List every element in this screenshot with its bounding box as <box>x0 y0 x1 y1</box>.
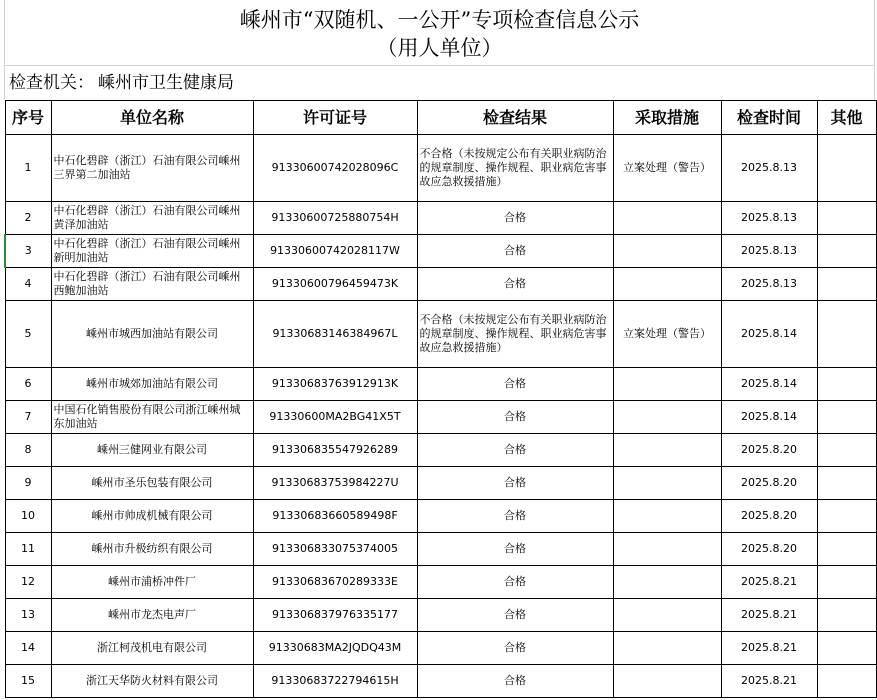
cell-result[interactable]: 不合格（未按规定公布有关职业病防治的规章制度、操作规程、职业病危害事故应急救援措施） <box>417 135 613 202</box>
cell-date[interactable]: 2025.8.13 <box>721 268 817 301</box>
cell-measure[interactable] <box>613 401 721 434</box>
cell-no[interactable]: 5 <box>5 301 51 368</box>
table-row <box>5 500 876 533</box>
cell-date[interactable]: 2025.8.13 <box>721 235 817 268</box>
table-row <box>5 268 876 301</box>
cell-no[interactable]: 2 <box>5 202 51 235</box>
cell-other[interactable] <box>817 368 876 401</box>
cell-date[interactable]: 2025.8.21 <box>721 632 817 665</box>
table-row <box>5 599 876 632</box>
cell-name[interactable]: 浙江天华防火材料有限公司 <box>51 665 253 698</box>
cell-license[interactable]: 91330683307537400​5 <box>253 533 417 566</box>
table-row <box>5 533 876 566</box>
cell-no[interactable]: 10 <box>5 500 51 533</box>
table-row <box>5 434 876 467</box>
cell-date[interactable]: 2025.8.21 <box>721 566 817 599</box>
cell-measure[interactable] <box>613 235 721 268</box>
cell-date[interactable]: 2025.8.21 <box>721 599 817 632</box>
cell-name[interactable]: 嵊州市城郊加油站有限公司 <box>51 368 253 401</box>
cell-measure[interactable] <box>613 434 721 467</box>
cell-other[interactable] <box>817 467 876 500</box>
cell-license[interactable]: 91330683MA2JQDQ43M <box>253 632 417 665</box>
cell-name[interactable]: 中石化碧辟（浙江）石油有限公司嵊州新明加油站 <box>51 235 253 268</box>
table-row <box>5 467 876 500</box>
cell-license[interactable]: 91330683763912913K <box>253 368 417 401</box>
cell-other[interactable] <box>817 632 876 665</box>
cell-measure[interactable]: 立案处理（警告） <box>613 301 721 368</box>
cell-license[interactable]: 91330683146384967L <box>253 301 417 368</box>
cell-license[interactable]: 91330600742028117W <box>253 235 417 268</box>
cell-other[interactable] <box>817 533 876 566</box>
header-license: 许可证号 <box>253 101 417 135</box>
cell-other[interactable] <box>817 434 876 467</box>
cell-measure[interactable] <box>613 467 721 500</box>
cell-no[interactable]: 13 <box>5 599 51 632</box>
table-row <box>5 135 876 202</box>
cell-name[interactable]: 中石化碧辟（浙江）石油有限公司嵊州三界第二加油站 <box>51 135 253 202</box>
header-date: 检查时间 <box>721 101 817 135</box>
cell-other[interactable] <box>817 401 876 434</box>
cell-measure[interactable]: 立案处理（警告） <box>613 135 721 202</box>
cell-license[interactable]: 91330683554792628​9 <box>253 434 417 467</box>
header-result: 检查结果 <box>417 101 613 135</box>
cell-result[interactable]: 合格 <box>417 401 613 434</box>
cell-license[interactable]: 91330600742028096C <box>253 135 417 202</box>
cell-name[interactable]: 嵊州市龙杰电声厂 <box>51 599 253 632</box>
cell-name[interactable]: 浙江柯茂机电有限公司 <box>51 632 253 665</box>
cell-other[interactable] <box>817 599 876 632</box>
cell-date[interactable]: 2025.8.20 <box>721 533 817 566</box>
cell-measure[interactable] <box>613 599 721 632</box>
cell-license[interactable]: 91330683670289333E <box>253 566 417 599</box>
cell-license[interactable]: 91330600796459473K <box>253 268 417 301</box>
cell-date[interactable]: 2025.8.21 <box>721 665 817 698</box>
agency-value: 嵊州市卫生健康局 <box>98 73 234 93</box>
cell-measure[interactable] <box>613 632 721 665</box>
cell-result[interactable]: 合格 <box>417 500 613 533</box>
cell-name[interactable]: 嵊州市圣乐包装有限公司 <box>51 467 253 500</box>
header-name: 单位名称 <box>51 101 253 135</box>
cell-name[interactable]: 中石化碧辟（浙江）石油有限公司嵊州西鲍加油站 <box>51 268 253 301</box>
cell-result[interactable]: 合格 <box>417 665 613 698</box>
page-subtitle: （用人单位） <box>376 36 503 60</box>
cell-license[interactable]: 91330683660589498F <box>253 500 417 533</box>
cell-other[interactable] <box>817 301 876 368</box>
cell-date[interactable]: 2025.8.14 <box>721 368 817 401</box>
cell-date[interactable]: 2025.8.13 <box>721 135 817 202</box>
cell-result[interactable]: 合格 <box>417 434 613 467</box>
cell-license[interactable]: 91330683753984227U <box>253 467 417 500</box>
cell-other[interactable] <box>817 235 876 268</box>
cell-no[interactable]: 9 <box>5 467 51 500</box>
cell-license[interactable]: 91330683722794615H <box>253 665 417 698</box>
cell-name[interactable]: 中国石化销售股份有限公司浙江嵊州城东加油站 <box>51 401 253 434</box>
cell-other[interactable] <box>817 268 876 301</box>
cell-measure[interactable] <box>613 500 721 533</box>
cell-other[interactable] <box>817 202 876 235</box>
cell-name[interactable]: 嵊州市帅成机械有限公司 <box>51 500 253 533</box>
cell-no[interactable]: 3 <box>5 235 51 268</box>
cell-date[interactable]: 2025.8.14 <box>721 401 817 434</box>
cell-no[interactable]: 7 <box>5 401 51 434</box>
cell-name[interactable]: 嵊州三健网业有限公司 <box>51 434 253 467</box>
table-row <box>5 632 876 665</box>
cell-no[interactable]: 11 <box>5 533 51 566</box>
cell-name[interactable]: 嵊州市城西加油站有限公司 <box>51 301 253 368</box>
cell-date[interactable]: 2025.8.20 <box>721 500 817 533</box>
cell-measure[interactable] <box>613 566 721 599</box>
cell-result[interactable]: 合格 <box>417 268 613 301</box>
cell-measure[interactable] <box>613 533 721 566</box>
cell-measure[interactable] <box>613 268 721 301</box>
cell-other[interactable] <box>817 566 876 599</box>
header-measure: 采取措施 <box>613 101 721 135</box>
header-no: 序号 <box>5 101 51 135</box>
agency-label: 检查机关： <box>9 73 94 93</box>
header-row <box>5 101 876 135</box>
cell-license[interactable]: 91330600MA2BG41X5T <box>253 401 417 434</box>
cell-no[interactable]: 1 <box>5 135 51 202</box>
cell-no[interactable]: 6 <box>5 368 51 401</box>
cell-no[interactable]: 15 <box>5 665 51 698</box>
cell-other[interactable] <box>817 665 876 698</box>
cell-no[interactable]: 14 <box>5 632 51 665</box>
agency-row <box>4 66 875 100</box>
cell-measure[interactable] <box>613 665 721 698</box>
table-row <box>5 368 876 401</box>
cell-result[interactable]: 合格 <box>417 467 613 500</box>
table-row <box>5 566 876 599</box>
cell-no[interactable]: 12 <box>5 566 51 599</box>
cell-result[interactable]: 合格 <box>417 599 613 632</box>
cell-other[interactable] <box>817 135 876 202</box>
cell-date[interactable]: 2025.8.20 <box>721 434 817 467</box>
cell-date[interactable]: 2025.8.14 <box>721 301 817 368</box>
cell-date[interactable]: 2025.8.20 <box>721 467 817 500</box>
title-block <box>4 0 875 66</box>
table-row <box>5 202 876 235</box>
cell-name[interactable]: 中石化碧辟（浙江）石油有限公司嵊州黄泽加油站 <box>51 202 253 235</box>
table-row <box>5 235 876 268</box>
cell-result[interactable]: 合格 <box>417 368 613 401</box>
cell-result[interactable]: 合格 <box>417 235 613 268</box>
cell-license[interactable]: 91330600725880754H <box>253 202 417 235</box>
cell-no[interactable]: 4 <box>5 268 51 301</box>
cell-date[interactable]: 2025.8.13 <box>721 202 817 235</box>
cell-name[interactable]: 嵊州市升极纺织有限公司 <box>51 533 253 566</box>
table-row <box>5 401 876 434</box>
cell-measure[interactable] <box>613 202 721 235</box>
header-other: 其他 <box>817 101 876 135</box>
page-title: 嵊州市“双随机、一公开”专项检查信息公示 <box>239 8 640 32</box>
cell-measure[interactable] <box>613 368 721 401</box>
cell-result[interactable]: 合格 <box>417 566 613 599</box>
cell-no[interactable]: 8 <box>5 434 51 467</box>
inspection-table <box>4 100 877 698</box>
table-row <box>5 301 876 368</box>
cell-result[interactable]: 合格 <box>417 202 613 235</box>
cell-name[interactable]: 嵊州市浦桥冲件厂 <box>51 566 253 599</box>
cell-result[interactable]: 不合格（未按规定公布有关职业病防治的规章制度、操作规程、职业病危害事故应急救援措施） <box>417 301 613 368</box>
table-row <box>5 665 876 698</box>
cell-license[interactable]: 91330683797633517​7 <box>253 599 417 632</box>
cell-result[interactable]: 合格 <box>417 533 613 566</box>
cell-result[interactable]: 合格 <box>417 632 613 665</box>
cell-other[interactable] <box>817 500 876 533</box>
